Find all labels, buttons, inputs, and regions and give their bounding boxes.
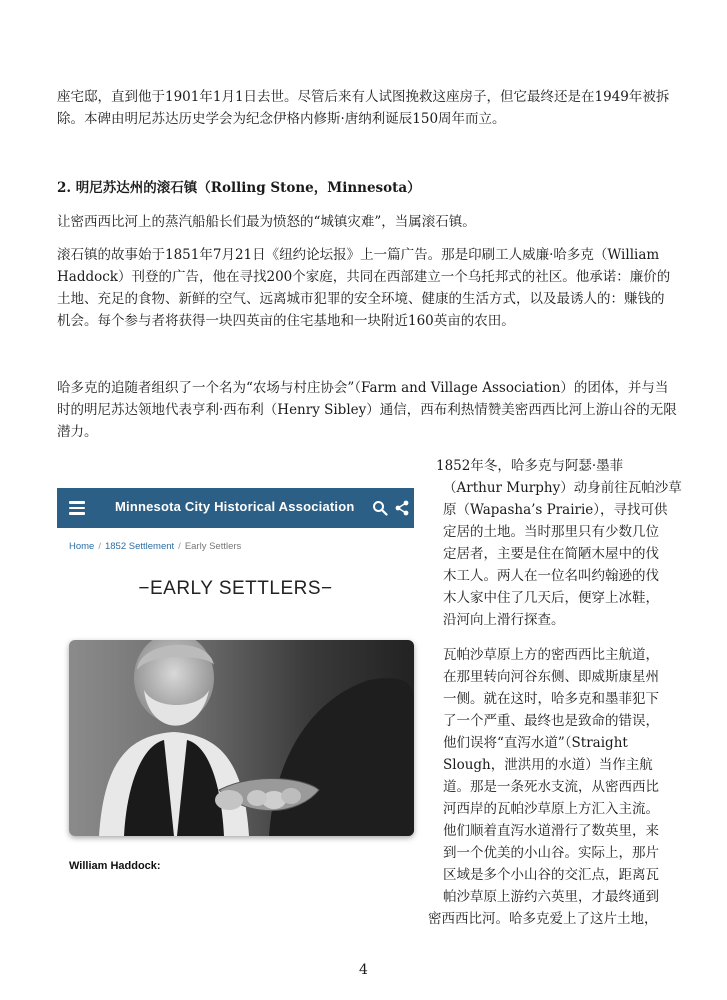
text-line: 他们误将“直泻水道”（Straight — [443, 735, 628, 751]
search-icon[interactable] — [372, 500, 388, 516]
breadcrumb-settlement[interactable]: 1852 Settlement — [104, 541, 175, 552]
breadcrumb-home[interactable]: Home — [69, 541, 95, 552]
paragraph-story-begins: 滚石镇的故事始于1851年7月21日《纽约论坛报》上一篇广告。那是印刷工人威廉·哈多克（William Haddock）刊登的广告，他在寻找200个家庭，共同在西部建立一个乌托邦式的社区。他承诺：廉价的土地、充足的食物、新鲜的空气、远离城市犯罪的安全环境、健康的生活方式，以及最诱人的：赚钱的机会。每个参与者将获得一块四英亩的住宅基地和一块附近160英亩的农田。 — [57, 247, 671, 329]
paragraph-intro: 座宅邸，直到他于1901年1月1日去世。尽管后来有人试图挽救这座房子，但它最终还是在1949年被拆除。本碑由明尼苏达历史学会为纪念伊格内修斯·唐纳利诞辰150周年而立。 — [57, 89, 670, 127]
page-number: 4 — [359, 962, 368, 978]
text-line: 定居者，主要是住在简陋木屋中的伐 — [443, 546, 659, 562]
breadcrumb-current: Early Settlers — [184, 541, 242, 552]
text-line: 木工人。两人在一位名叫约翰逊的伐 — [443, 568, 659, 584]
text-line: 道。那是一条死水支流，从密西西比 — [443, 779, 659, 795]
text-line: 密西西比河。哈多克爱上了这片土地， — [428, 911, 658, 927]
text-line: 河西岸的瓦帕沙草原上方汇入主流。 — [443, 801, 659, 817]
text-line: 瓦帕沙草原上方的密西西比主航道， — [443, 647, 659, 663]
text-line: 原（Wapasha’s Prairie），寻找可供 — [443, 502, 668, 518]
menu-icon[interactable] — [69, 501, 85, 514]
text-line: 沿河向上滑行探查。 — [443, 612, 565, 628]
section-heading: 2. 明尼苏达州的滚石镇（Rolling Stone，Minnesota） — [57, 180, 421, 196]
text-line: 木人家中住了几天后，便穿上冰鞋， — [443, 590, 659, 606]
text-line: 到一个优美的小山谷。实际上，那片 — [443, 845, 659, 861]
text-line: 定居的土地。当时那里只有少数几位 — [443, 524, 659, 540]
breadcrumb: Home / 1852 Settlement / Early Settlers — [69, 541, 242, 552]
text-line: 区域是多个小山谷的交汇点，距离瓦 — [443, 867, 659, 883]
site-header — [57, 488, 414, 528]
portrait-photo — [69, 640, 414, 836]
photo-caption: William Haddock: — [69, 860, 161, 872]
site-title[interactable]: Minnesota City Historical Association — [115, 499, 355, 514]
text-line: 在那里转向河谷东侧、即威斯康星州 — [443, 669, 659, 685]
text-line: （Arthur Murphy）动身前往瓦帕沙草 — [443, 480, 682, 496]
text-line: 了一个严重、最终也是致命的错误， — [443, 713, 659, 729]
text-line: Slough，泄洪用的水道）当作主航 — [443, 757, 653, 773]
page-heading: −EARLY SETTLERS− — [138, 578, 333, 599]
paragraph-association: 哈多克的追随者组织了一个名为“农场与村庄协会”（Farm and Village Association）的团体，并与当时的明尼苏达领地代表亨利·西布利（Henry Sibley）通信，西布利热情赞美密西西比河上游山谷的无限潜力。 — [57, 380, 677, 440]
text-line: 帕沙草原上游约六英里，才最终通到 — [443, 889, 659, 905]
share-icon[interactable] — [395, 500, 409, 516]
paragraph-town-disaster: 让密西西比河上的蒸汽船船长们最为愤怒的“城镇灾难”，当属滚石镇。 — [57, 214, 476, 230]
text-line: 1852年冬，哈多克与阿瑟·墨菲 — [436, 458, 624, 474]
text-line: 他们顺着直泻水道滑行了数英里，来 — [443, 823, 659, 839]
text-line: 一侧。就在这时，哈多克和墨菲犯下 — [443, 691, 659, 707]
website-screenshot — [57, 488, 414, 878]
